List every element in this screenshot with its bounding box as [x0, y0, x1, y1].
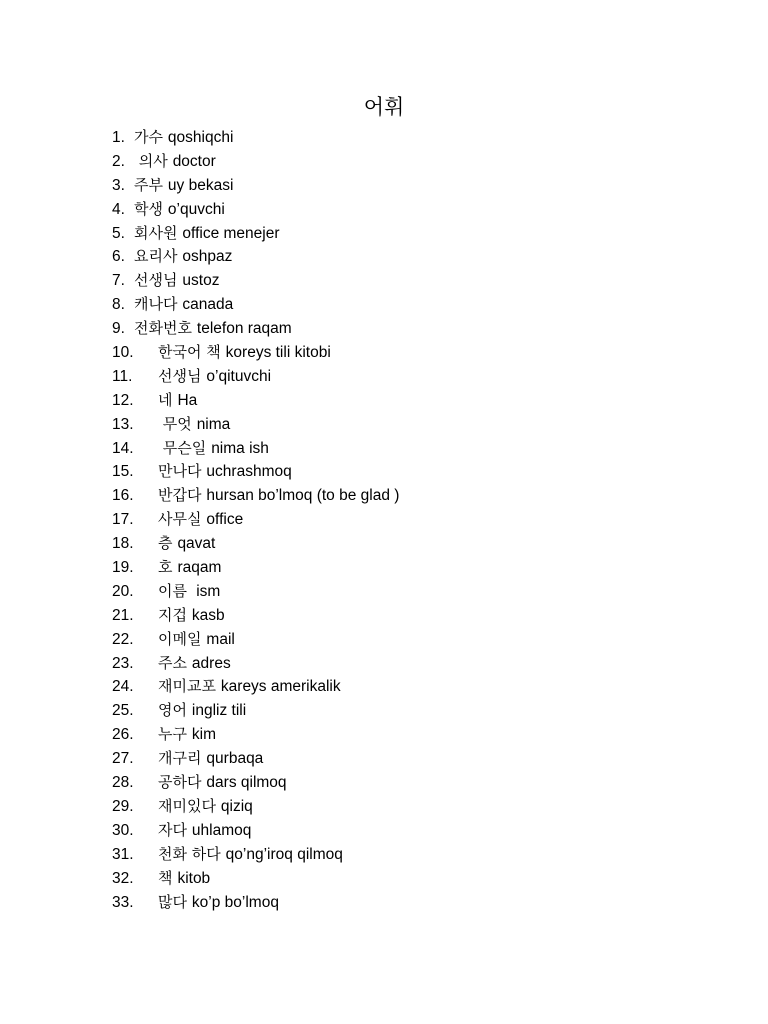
- korean-word: 주부: [134, 175, 163, 194]
- item-number: 1.: [112, 129, 125, 146]
- list-item: [112, 508, 399, 532]
- item-number: 15.: [112, 463, 134, 481]
- korean-word: 전화번호: [134, 319, 192, 338]
- translation: o’qituvchi: [206, 367, 272, 385]
- item-number: 26.: [112, 726, 134, 744]
- translation: kim: [191, 726, 217, 744]
- korean-word: 이름: [158, 581, 187, 600]
- korean-word: 사무실: [158, 510, 202, 529]
- item-number: 32.: [112, 869, 134, 887]
- translation: office menejer: [182, 224, 280, 242]
- list-item: [112, 245, 399, 269]
- item-number: 6.: [112, 248, 125, 266]
- translation: nima: [196, 415, 231, 433]
- list-item: [112, 293, 399, 317]
- item-number: 24.: [112, 678, 134, 696]
- korean-word: 가수: [134, 128, 163, 146]
- korean-word: 회사원: [134, 223, 178, 242]
- korean-word: 한국어 책: [158, 343, 221, 362]
- korean-word: 재미교포: [158, 677, 216, 696]
- translation: uhlamoq: [191, 821, 252, 839]
- list-item: [112, 150, 399, 174]
- translation: ingliz tili: [191, 702, 247, 720]
- translation: qoshiqchi: [167, 129, 234, 146]
- korean-word: 주소: [158, 653, 187, 672]
- korean-word: 천화 하다: [158, 844, 221, 863]
- korean-word: 선생님: [158, 366, 202, 385]
- korean-word: 학생: [134, 199, 163, 218]
- item-number: 8.: [112, 296, 125, 314]
- item-number: 7.: [112, 272, 125, 290]
- translation: office: [206, 511, 244, 529]
- korean-word: 네: [158, 390, 173, 409]
- item-number: 30.: [112, 821, 134, 839]
- list-item: [112, 795, 399, 819]
- translation: ism: [191, 582, 221, 600]
- item-number: 9.: [112, 320, 125, 338]
- item-number: 11.: [112, 367, 133, 385]
- list-item: [112, 580, 399, 604]
- list-item: [112, 413, 399, 437]
- translation: qiziq: [220, 797, 253, 815]
- translation: qavat: [177, 535, 216, 553]
- item-number: 19.: [112, 559, 134, 577]
- translation: kasb: [191, 606, 225, 624]
- korean-word: 만나다: [158, 462, 202, 481]
- item-number: 12.: [112, 391, 134, 409]
- item-number: 21.: [112, 606, 134, 624]
- translation: adres: [191, 654, 231, 672]
- translation: koreys tili kitobi: [225, 344, 331, 362]
- item-number: 16.: [112, 487, 134, 505]
- list-item: [112, 222, 399, 246]
- translation: Ha: [177, 391, 198, 409]
- korean-word: 의사: [134, 151, 168, 170]
- korean-word: 층: [158, 534, 173, 553]
- item-number: 25.: [112, 702, 134, 720]
- translation: qurbaqa: [206, 750, 264, 768]
- korean-word: 많다: [158, 892, 187, 911]
- item-number: 29.: [112, 797, 134, 815]
- item-number: 17.: [112, 511, 134, 529]
- list-item: [112, 365, 399, 389]
- page-title: 어휘: [363, 95, 405, 119]
- list-item: [112, 198, 399, 222]
- list-item: [112, 747, 399, 771]
- translation: qo’ng’iroq qilmoq: [225, 845, 343, 863]
- list-item: [112, 341, 399, 365]
- korean-word: 누구: [158, 725, 187, 744]
- list-item: [112, 723, 399, 747]
- korean-word: 무엇: [158, 414, 192, 433]
- korean-word: 재미있다: [158, 796, 216, 815]
- translation: nima ish: [211, 439, 269, 457]
- translation: telefon raqam: [196, 320, 292, 338]
- item-number: 27.: [112, 750, 134, 768]
- korean-word: 지겁: [158, 605, 187, 624]
- korean-word: 반갑다: [158, 486, 202, 505]
- list-item: [112, 891, 399, 915]
- list-item: [112, 843, 399, 867]
- item-number: 5.: [112, 224, 125, 242]
- list-item: [112, 675, 399, 699]
- korean-word: 공하다: [158, 773, 202, 792]
- list-item: [112, 652, 399, 676]
- korean-word: 무슨일: [158, 438, 207, 457]
- list-item: [112, 628, 399, 652]
- list-item: [112, 556, 399, 580]
- list-item: [112, 437, 399, 461]
- list-item: [112, 604, 399, 628]
- translation: dars qilmoq: [206, 774, 287, 792]
- korean-word: 캐나다: [134, 295, 178, 314]
- item-number: 22.: [112, 630, 134, 648]
- item-number: 4.: [112, 200, 125, 218]
- korean-word: 영어: [158, 701, 187, 720]
- item-number: 13.: [112, 415, 134, 433]
- list-item: [112, 819, 399, 843]
- item-number: 2.: [112, 152, 125, 170]
- list-item: [112, 484, 399, 508]
- item-number: 3.: [112, 176, 125, 194]
- list-item: [112, 269, 399, 293]
- translation: hursan bo’lmoq (to be glad ): [206, 487, 400, 505]
- item-number: 23.: [112, 654, 134, 672]
- translation: canada: [182, 296, 234, 314]
- translation: uchrashmoq: [206, 463, 292, 481]
- translation: uy bekasi: [167, 176, 234, 194]
- list-item: [112, 174, 399, 198]
- korean-word: 자다: [158, 820, 187, 839]
- translation: o’quvchi: [167, 200, 225, 218]
- translation: mail: [206, 630, 235, 648]
- item-number: 20.: [112, 582, 134, 600]
- translation: ko’p bo’lmoq: [191, 893, 279, 911]
- list-item: [112, 317, 399, 341]
- korean-word: 호: [158, 558, 173, 577]
- list-item: [112, 532, 399, 556]
- list-item: [112, 460, 399, 484]
- korean-word: 선생님: [134, 271, 178, 290]
- item-number: 14.: [112, 439, 134, 457]
- translation: raqam: [177, 559, 222, 577]
- list-item: [112, 389, 399, 413]
- translation: ustoz: [182, 272, 220, 290]
- translation: oshpaz: [182, 248, 233, 266]
- list-item: [112, 771, 399, 795]
- korean-word: 개구리: [158, 749, 202, 768]
- item-number: 31.: [112, 845, 134, 863]
- item-number: 28.: [112, 774, 134, 792]
- translation: kitob: [177, 869, 211, 887]
- list-item: [112, 126, 399, 150]
- korean-word: 요리사: [134, 247, 178, 266]
- korean-word: 이메일: [158, 629, 202, 648]
- item-number: 10.: [112, 344, 134, 362]
- korean-word: 책: [158, 868, 173, 887]
- list-item: [112, 699, 399, 723]
- translation: doctor: [172, 152, 216, 170]
- translation: kareys amerikalik: [220, 678, 341, 696]
- list-item: [112, 867, 399, 891]
- vocabulary-list: [112, 126, 399, 914]
- item-number: 18.: [112, 535, 134, 553]
- item-number: 33.: [112, 893, 134, 911]
